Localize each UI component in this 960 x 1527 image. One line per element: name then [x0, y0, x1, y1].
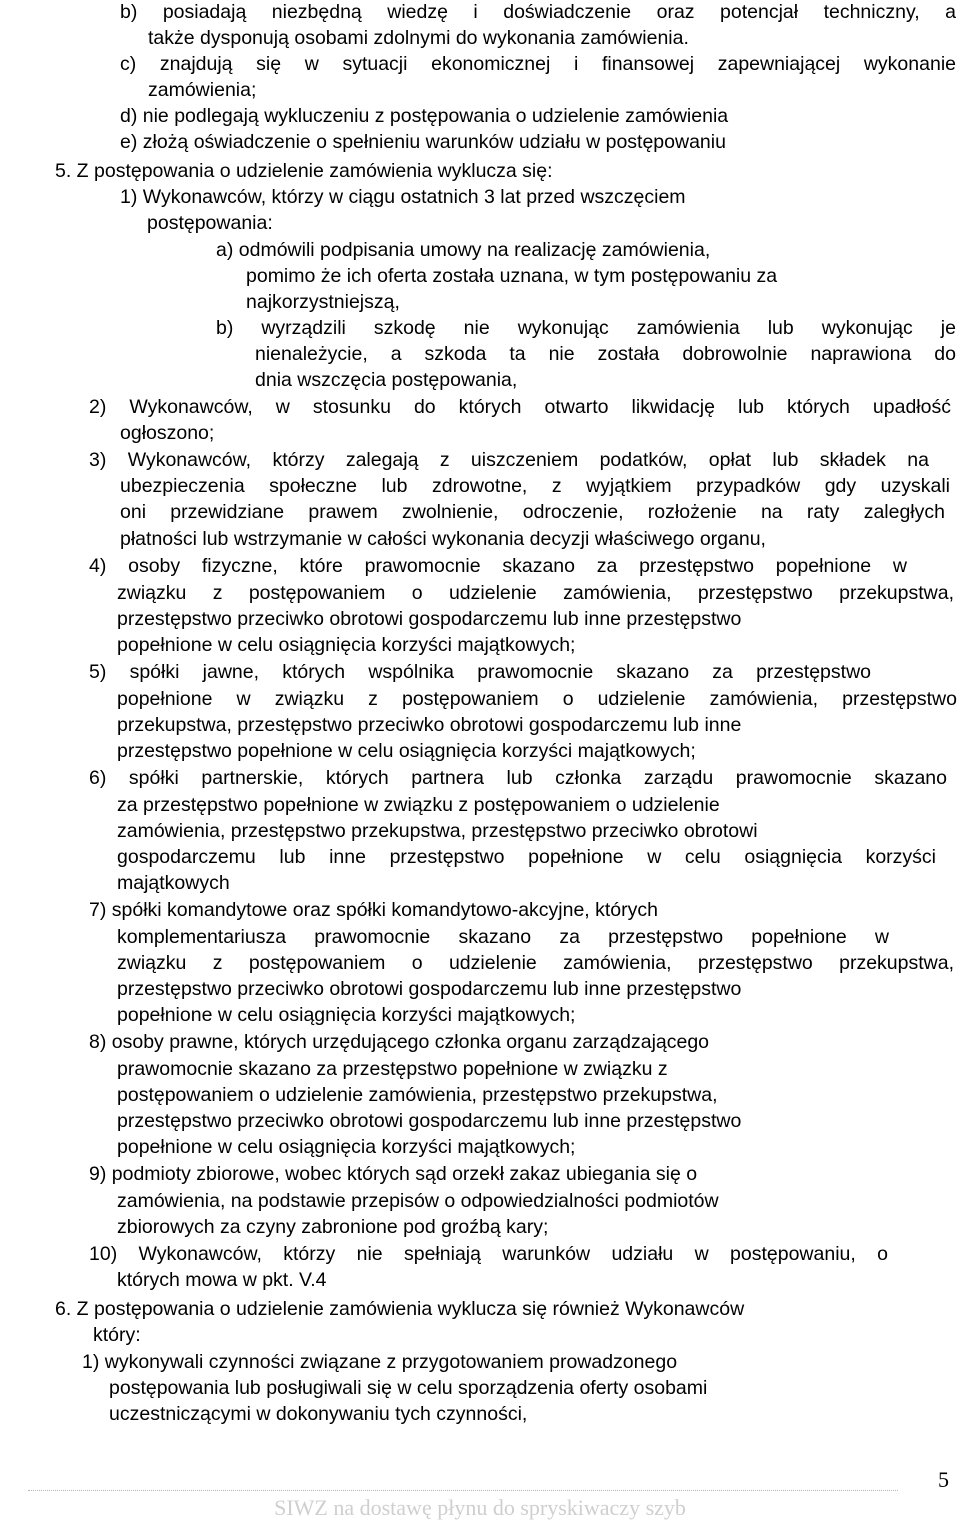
text-line: a) odmówili podpisania umowy na realizację zamówienia,	[216, 239, 711, 261]
text-line: związku z postępowaniem o udzielenie zamówienia, przestępstwo przekupstwa,	[117, 582, 954, 604]
text-line: popełnione w celu osiągnięcia korzyści majątkowych;	[117, 1004, 576, 1026]
text-line: zamówienia, przestępstwo przekupstwa, przestępstwo przeciwko obrotowi	[117, 820, 758, 842]
text-line: 6) spółki partnerskie, których partnera lub członka zarządu prawomocnie skazano	[89, 767, 947, 789]
text-line: postępowaniem o udzielenie zamówienia, przestępstwo przekupstwa,	[117, 1084, 718, 1106]
text-line: komplementariusza prawomocnie skazano za przestępstwo popełnione w	[117, 926, 889, 948]
text-line: przestępstwo przeciwko obrotowi gospodarczemu lub inne przestępstwo	[117, 1110, 742, 1132]
text-line: zbiorowych za czyny zabronione pod groźbą kary;	[117, 1216, 549, 1238]
page-number: 5	[938, 1467, 949, 1492]
text-line: 9) podmioty zbiorowe, wobec których sąd orzekł zakaz ubiegania się o	[89, 1163, 698, 1185]
text-line: 5) spółki jawne, których wspólnika prawomocnie skazano za przestępstwo	[89, 661, 871, 683]
section-heading: 6. Z postępowania o udzielenie zamówienia wyklucza się również Wykonawców	[55, 1298, 745, 1320]
text-line: ogłoszono;	[120, 422, 215, 444]
text-line: nienależycie, a szkoda ta nie została dobrowolnie naprawiona do	[255, 343, 956, 365]
text-line: przekupstwa, przestępstwo przeciwko obrotowi gospodarczemu lub inne	[117, 714, 742, 736]
text-line: prawomocnie skazano za przestępstwo popełnione w związku z	[117, 1058, 668, 1080]
text-line: postępowania:	[147, 212, 273, 234]
text-line: 7) spółki komandytowe oraz spółki komandytowo-akcyjne, których	[89, 899, 658, 921]
text-line: za przestępstwo popełnione w związku z postępowaniem o udzielenie	[117, 794, 720, 816]
text-line: b) posiadają niezbędną wiedzę i doświadczenie oraz potencjał techniczny, a	[120, 1, 956, 23]
text-line: oni przewidziane prawem zwolnienie, odroczenie, rozłożenie na raty zaległych	[120, 501, 945, 523]
text-line: e) złożą oświadczenie o spełnieniu warunków udziału w postępowaniu	[120, 131, 726, 153]
text-line: także dysponują osobami zdolnymi do wykonania zamówienia.	[148, 27, 689, 49]
text-line: d) nie podlegają wykluczeniu z postępowania o udzielenie zamówienia	[120, 105, 729, 127]
text-line: popełnione w celu osiągnięcia korzyści majątkowych;	[117, 634, 576, 656]
text-line: zamówienia, na podstawie przepisów o odpowiedzialności podmiotów	[117, 1190, 719, 1212]
text-line: płatności lub wstrzymanie w całości wykonania decyzji właściwego organu,	[120, 528, 766, 550]
text-line: który:	[93, 1324, 141, 1346]
text-line: dnia wszczęcia postępowania,	[255, 369, 518, 391]
text-line: gospodarczemu lub inne przestępstwo popełnione w celu osiągnięcia korzyści	[117, 846, 936, 868]
section-heading: 5. Z postępowania o udzielenie zamówienia wyklucza się:	[55, 160, 553, 182]
text-line: 1) wykonywali czynności związane z przygotowaniem prowadzonego	[82, 1351, 678, 1373]
text-line: 8) osoby prawne, których urzędującego członka organu zarządzającego	[89, 1031, 710, 1053]
text-line: uczestniczącymi w dokonywaniu tych czynności,	[109, 1403, 528, 1425]
text-line: ubezpieczenia społeczne lub zdrowotne, z wyjątkiem przypadków gdy uzyskali	[120, 475, 950, 497]
text-line: związku z postępowaniem o udzielenie zamówienia, przestępstwo przekupstwa,	[117, 952, 954, 974]
text-line: popełnione w celu osiągnięcia korzyści majątkowych;	[117, 1136, 576, 1158]
text-line: przestępstwo przeciwko obrotowi gospodarczemu lub inne przestępstwo	[117, 978, 742, 1000]
text-line: 1) Wykonawców, którzy w ciągu ostatnich 3 lat przed wszczęciem	[120, 186, 686, 208]
text-line: 10) Wykonawców, którzy nie spełniają warunków udziału w postępowaniu, o	[89, 1243, 888, 1265]
text-line: 4) osoby fizyczne, które prawomocnie skazano za przestępstwo popełnione w	[89, 555, 907, 577]
text-line: najkorzystniejszą,	[246, 291, 400, 313]
text-line: przestępstwo popełnione w celu osiągnięcia korzyści majątkowych;	[117, 740, 696, 762]
text-line: pomimo że ich oferta została uznana, w tym postępowaniu za	[246, 265, 778, 287]
text-line: 2) Wykonawców, w stosunku do których otwarto likwidację lub których upadłość	[89, 396, 951, 418]
text-line: popełnione w związku z postępowaniem o udzielenie zamówienia, przestępstwo	[117, 688, 957, 710]
text-line: b) wyrządzili szkodę nie wykonując zamówienia lub wykonując je	[216, 317, 956, 339]
text-line: 3) Wykonawców, którzy zalegają z uiszczeniem podatków, opłat lub składek na	[89, 449, 929, 471]
text-line: zamówienia;	[148, 79, 257, 101]
text-line: c) znajdują się w sytuacji ekonomicznej i finansowej zapewniającej wykonanie	[120, 53, 956, 75]
text-line: przestępstwo przeciwko obrotowi gospodarczemu lub inne przestępstwo	[117, 608, 742, 630]
footer-divider	[28, 1490, 898, 1491]
footer-title: SIWZ na dostawę płynu do spryskiwaczy szyb	[274, 1495, 686, 1520]
text-line: majątkowych	[117, 872, 230, 894]
text-line: postępowania lub posługiwali się w celu sporządzenia oferty osobami	[109, 1377, 708, 1399]
text-line: których mowa w pkt. V.4	[117, 1269, 327, 1291]
